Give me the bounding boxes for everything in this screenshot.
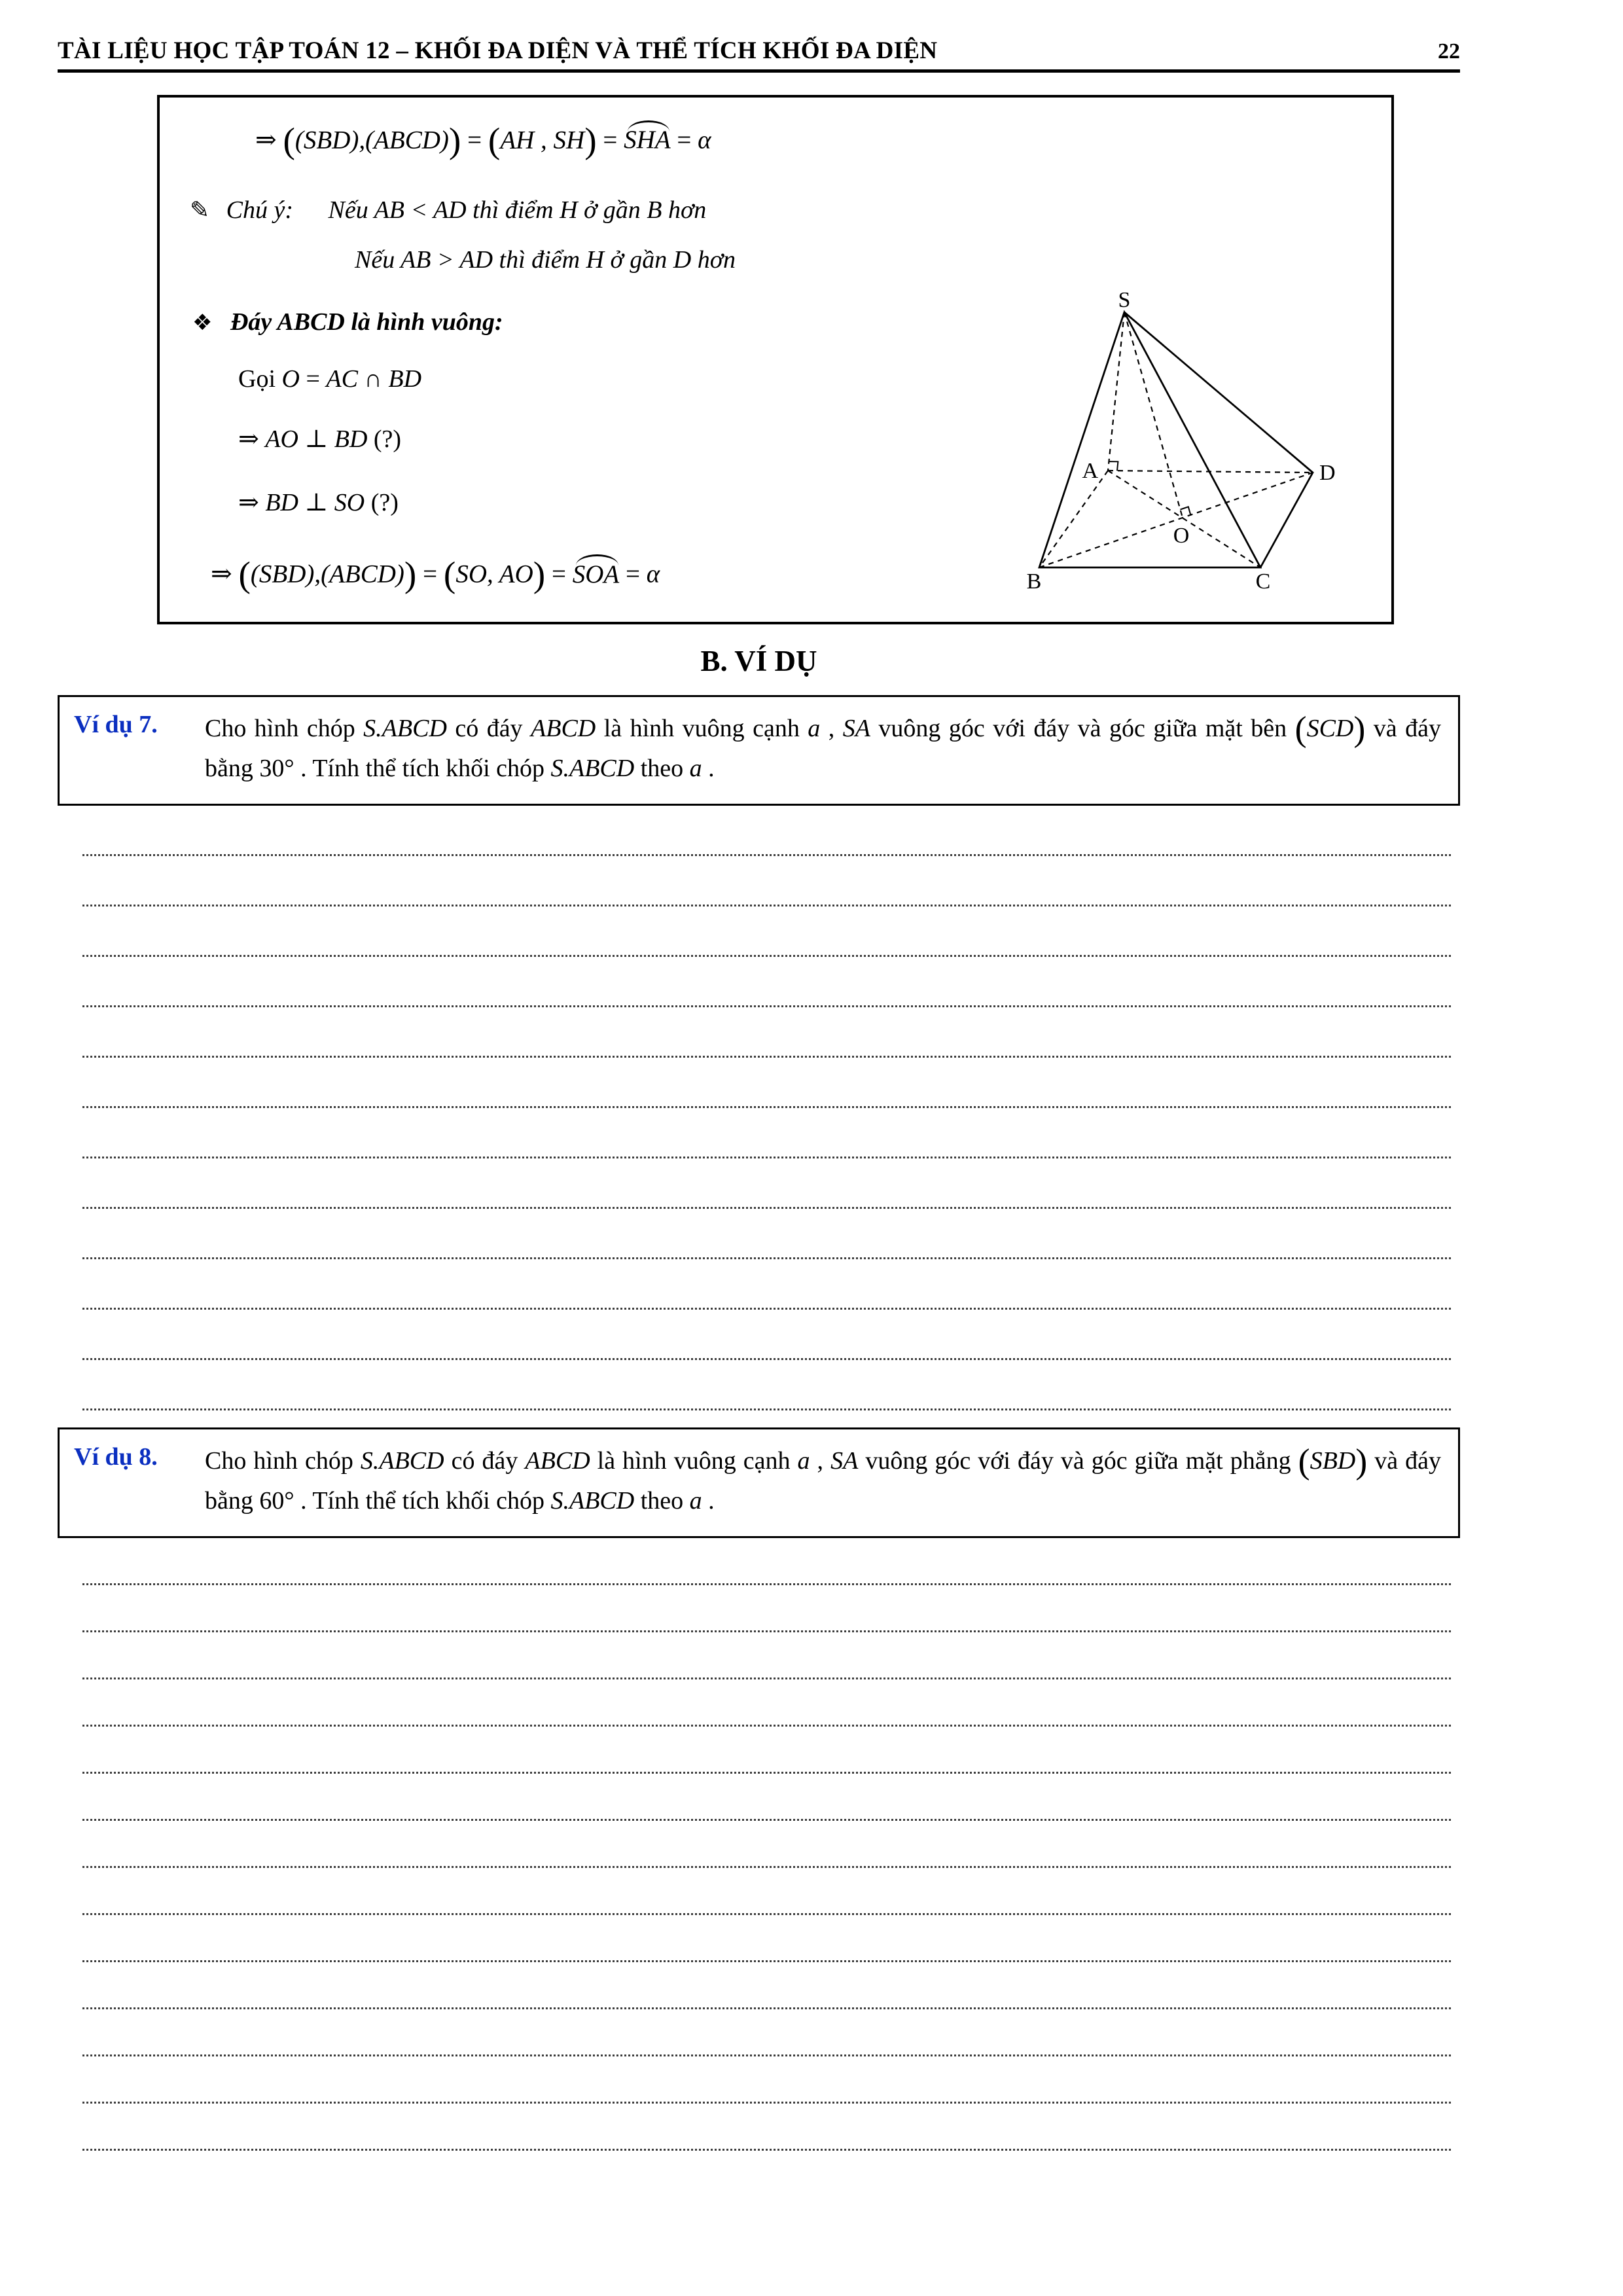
answer-line (82, 1915, 1451, 1962)
note-label: Chú ý: (226, 196, 294, 224)
answer-line (82, 806, 1451, 856)
answer-line (82, 1868, 1451, 1915)
vertex-label-o: O (1173, 524, 1190, 548)
vertex-label-a: A (1082, 459, 1098, 483)
vertex-label-s: S (1118, 293, 1131, 312)
relation-bd-perp-so: ⇒ BD ⊥ SO (?) (238, 488, 399, 516)
example-box-8 (58, 1427, 1460, 1538)
vertex-label-d: D (1319, 461, 1336, 485)
note-line-1: Nếu AB < AD thì điểm H ở gần B hơn (328, 196, 707, 224)
answer-line (82, 1538, 1451, 1585)
answer-lines-example-8 (82, 1538, 1451, 2151)
answer-line (82, 1962, 1451, 2009)
note-row (190, 194, 1372, 227)
relation-ao-perp-bd: ⇒ AO ⊥ BD (?) (238, 425, 402, 453)
vertex-label-b: B (1026, 569, 1042, 594)
answer-line (82, 1108, 1451, 1158)
right-angle-mark-a (1109, 461, 1118, 471)
example-8-text: Cho hình chóp S.ABCD có đáy ABCD là hình vuông cạnh a , SA vuông góc với đáy và góc giữa mặt phẳng (SBD) và đáy bằng 60° . Tính thể tích khối chóp S.ABCD theo a . (205, 1441, 1442, 1515)
answer-line (82, 1209, 1451, 1259)
header-rule (58, 69, 1460, 73)
page-number: 22 (1438, 39, 1460, 63)
theory-box (157, 95, 1394, 624)
answer-line (82, 1158, 1451, 1209)
header-title: TÀI LIỆU HỌC TẬP TOÁN 12 – KHỐI ĐA DIỆN VÀ THỂ TÍCH KHỐI ĐA DIỆN (58, 37, 938, 64)
diagonal-bd (1039, 473, 1313, 567)
note-line-2: Nếu AB > AD thì điểm H ở gần D hơn (355, 245, 736, 274)
answer-line (82, 1310, 1451, 1360)
answer-line (82, 1821, 1451, 1868)
pencil-icon: ✎ (190, 197, 210, 224)
edges-sb-bc-cs (1039, 312, 1260, 567)
example-8-label: Ví dụ 8. (74, 1443, 158, 1471)
answer-line (82, 1360, 1451, 1410)
diagonal-ac (1108, 471, 1260, 567)
page-header (58, 37, 1460, 65)
edges-sd-dc (1124, 312, 1313, 567)
answer-line (82, 1585, 1451, 1632)
answer-line (82, 2104, 1451, 2151)
example-7-text: Cho hình chóp S.ABCD có đáy ABCD là hình vuông cạnh a , SA vuông góc với đáy và góc giữa mặt bên (SCD) và đáy bằng 30° . Tính thể tích khối chóp S.ABCD theo a . (205, 709, 1442, 783)
answer-line (82, 1259, 1451, 1310)
section-title: B. VÍ DỤ (700, 644, 817, 677)
answer-line (82, 1007, 1451, 1058)
answer-line (82, 2056, 1451, 2104)
definition-o-line: Gọi O = AC ∩ BD (238, 365, 422, 393)
answer-line (82, 1632, 1451, 1679)
answer-line (82, 1058, 1451, 1108)
answer-line (82, 906, 1451, 957)
pyramid-figure (1020, 293, 1340, 594)
answer-line (82, 856, 1451, 906)
edge-ab (1039, 471, 1108, 567)
formula-angle-sbd-abcd-ah-sh: ⇒ ((SBD),(ABCD)) = (AH , SH) = SHA = α (255, 120, 711, 160)
answer-line (82, 1727, 1451, 1774)
answer-line (82, 2009, 1451, 2056)
diamond-bullet-icon: ❖ (192, 309, 213, 336)
answer-line (82, 957, 1451, 1007)
answer-line (82, 1679, 1451, 1727)
answer-lines-example-7 (82, 806, 1451, 1410)
answer-line (82, 1774, 1451, 1821)
example-7-label: Ví dụ 7. (74, 710, 158, 738)
square-base-heading-text: Đáy ABCD là hình vuông: (230, 308, 503, 336)
example-box-7 (58, 695, 1460, 806)
vertex-label-c: C (1255, 569, 1271, 594)
formula-angle-sbd-abcd-so-ao: ⇒ ((SBD),(ABCD)) = (SO, AO) = SOA = α (211, 554, 660, 595)
